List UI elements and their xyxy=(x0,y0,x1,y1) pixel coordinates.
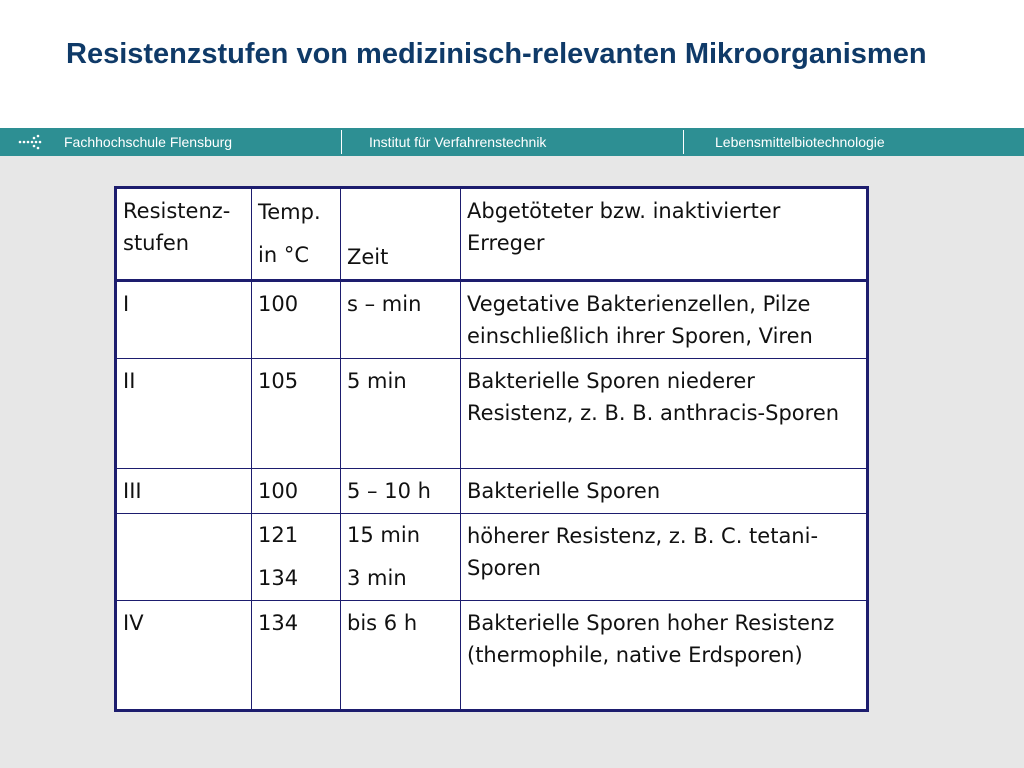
cell-zeit: bis 6 h xyxy=(341,601,461,711)
cell-erreger: Bakterielle Sporen xyxy=(461,469,868,514)
table-row xyxy=(116,359,868,469)
cell-stufe: II xyxy=(116,359,252,469)
band-department: Lebensmittelbiotechnologie xyxy=(715,134,885,150)
cell-stufe: I xyxy=(116,281,252,359)
table-header-row xyxy=(116,188,868,281)
band-org: Fachhochschule Flensburg xyxy=(64,134,233,150)
cell-temp: 100 xyxy=(252,281,341,359)
cell-temp: 134 xyxy=(252,601,341,711)
cell-erreger: höherer Resistenz, z. B. C. tetani-Sporen xyxy=(461,514,868,601)
cell-zeit: 5 – 10 h xyxy=(341,469,461,514)
header-temp-line1: Temp. xyxy=(258,200,321,224)
cell-erreger: Bakterielle Sporen niederer Resistenz, z. B. B. anthracis-Sporen xyxy=(461,359,868,469)
cell-stufe: IV xyxy=(116,601,252,711)
header-stufen: Resistenz-stufen xyxy=(116,188,252,281)
cell-zeit: 5 min xyxy=(341,359,461,469)
cell-erreger: Bakterielle Sporen hoher Resistenz (thermophile, native Erdsporen) xyxy=(461,601,868,711)
cell-temp: 105 xyxy=(252,359,341,469)
cell-zeit-line2: 3 min xyxy=(347,566,407,590)
cell-temp: 100 xyxy=(252,469,341,514)
header-erreger: Abgetöteter bzw. inaktivierter Erreger xyxy=(461,188,868,281)
cell-erreger: Vegetative Bakterienzellen, Pilze einschließlich ihrer Sporen, Viren xyxy=(461,281,868,359)
institution-band xyxy=(0,128,1024,156)
table-row xyxy=(116,469,868,514)
table-row xyxy=(116,514,868,601)
cell-stufe: III xyxy=(116,469,252,514)
resistance-table xyxy=(114,186,869,712)
cell-temp-line1: 121 xyxy=(258,523,299,547)
band-institute: Institut für Verfahrenstechnik xyxy=(369,134,547,150)
header-temp xyxy=(252,188,341,281)
slide-header xyxy=(0,0,1024,128)
table-row xyxy=(116,601,868,711)
resistance-table-wrapper xyxy=(114,186,869,712)
cell-zeit xyxy=(341,514,461,601)
header-zeit-label: Zeit xyxy=(347,245,389,269)
band-divider xyxy=(683,130,684,154)
cell-stufe xyxy=(116,514,252,601)
arrow-logo-icon xyxy=(18,134,44,150)
cell-temp-line2: 134 xyxy=(258,566,299,590)
table-row xyxy=(116,281,868,359)
header-temp-line2: in °C xyxy=(258,243,309,267)
cell-zeit-line1: 15 min xyxy=(347,523,420,547)
slide-title: Resistenzstufen von medizinisch-relevanten Mikroorganismen xyxy=(66,38,927,70)
header-zeit xyxy=(341,188,461,281)
band-divider xyxy=(341,130,342,154)
cell-zeit: s – min xyxy=(341,281,461,359)
cell-temp xyxy=(252,514,341,601)
